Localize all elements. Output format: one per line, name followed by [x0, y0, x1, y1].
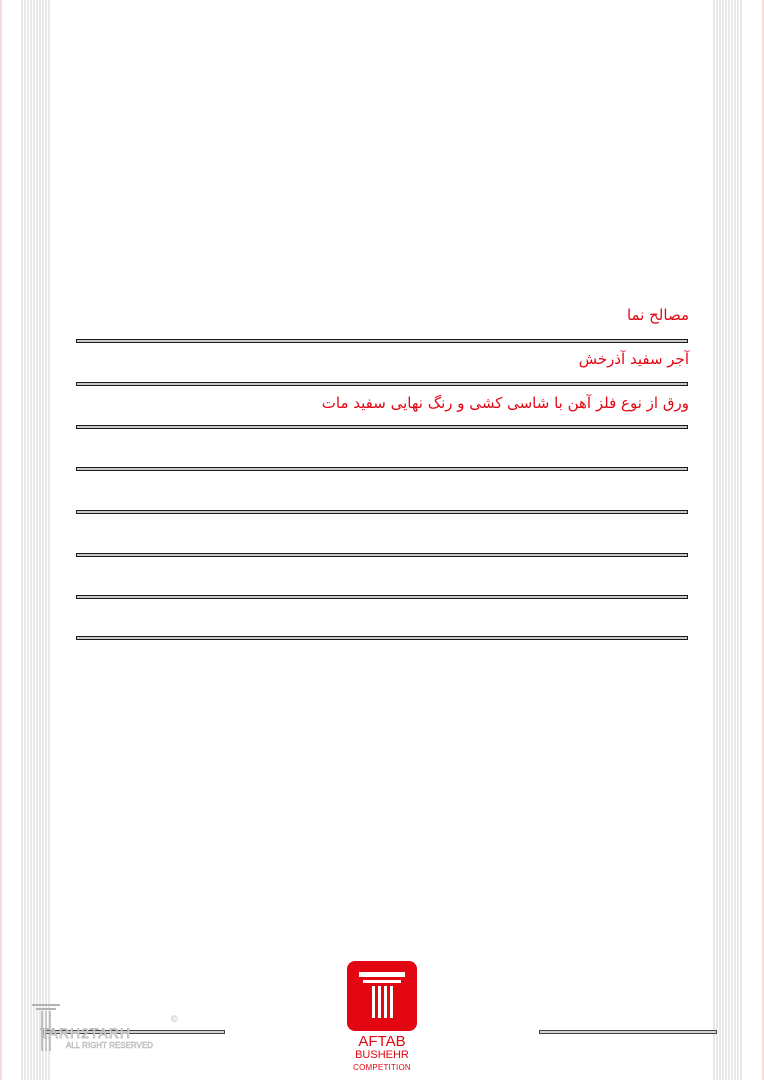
- aftab-column-logo-icon: [347, 961, 417, 1031]
- logo-subtitle: BUSHEHR: [355, 1049, 409, 1061]
- footer-right-line: [539, 1030, 717, 1034]
- left-edge-stripes: [0, 0, 56, 1080]
- rule-line: [76, 339, 688, 343]
- watermark-name: TARH2TARH: [40, 1025, 131, 1041]
- rule-line: [76, 636, 688, 640]
- rule-line: [76, 425, 688, 429]
- copyright-icon: ©: [171, 1014, 178, 1024]
- rule-line: [76, 553, 688, 557]
- watermark-tagline: ALL RIGHT RESERVED: [66, 1041, 153, 1050]
- rule-line: [76, 595, 688, 599]
- material-item-brick: آجر سفید آذرخش: [578, 350, 689, 368]
- logo-caption: COMPETITION: [353, 1063, 411, 1072]
- rule-line: [76, 382, 688, 386]
- rule-line: [76, 467, 688, 471]
- material-item-metal-sheet: ورق از نوع فلز آهن با شاسی کشی و رنگ نهایی سفید مات: [321, 394, 689, 412]
- right-edge-stripes: [708, 0, 764, 1080]
- materials-heading: مصالح نما: [626, 306, 689, 324]
- logo-title: AFTAB: [358, 1033, 406, 1050]
- rule-line: [76, 510, 688, 514]
